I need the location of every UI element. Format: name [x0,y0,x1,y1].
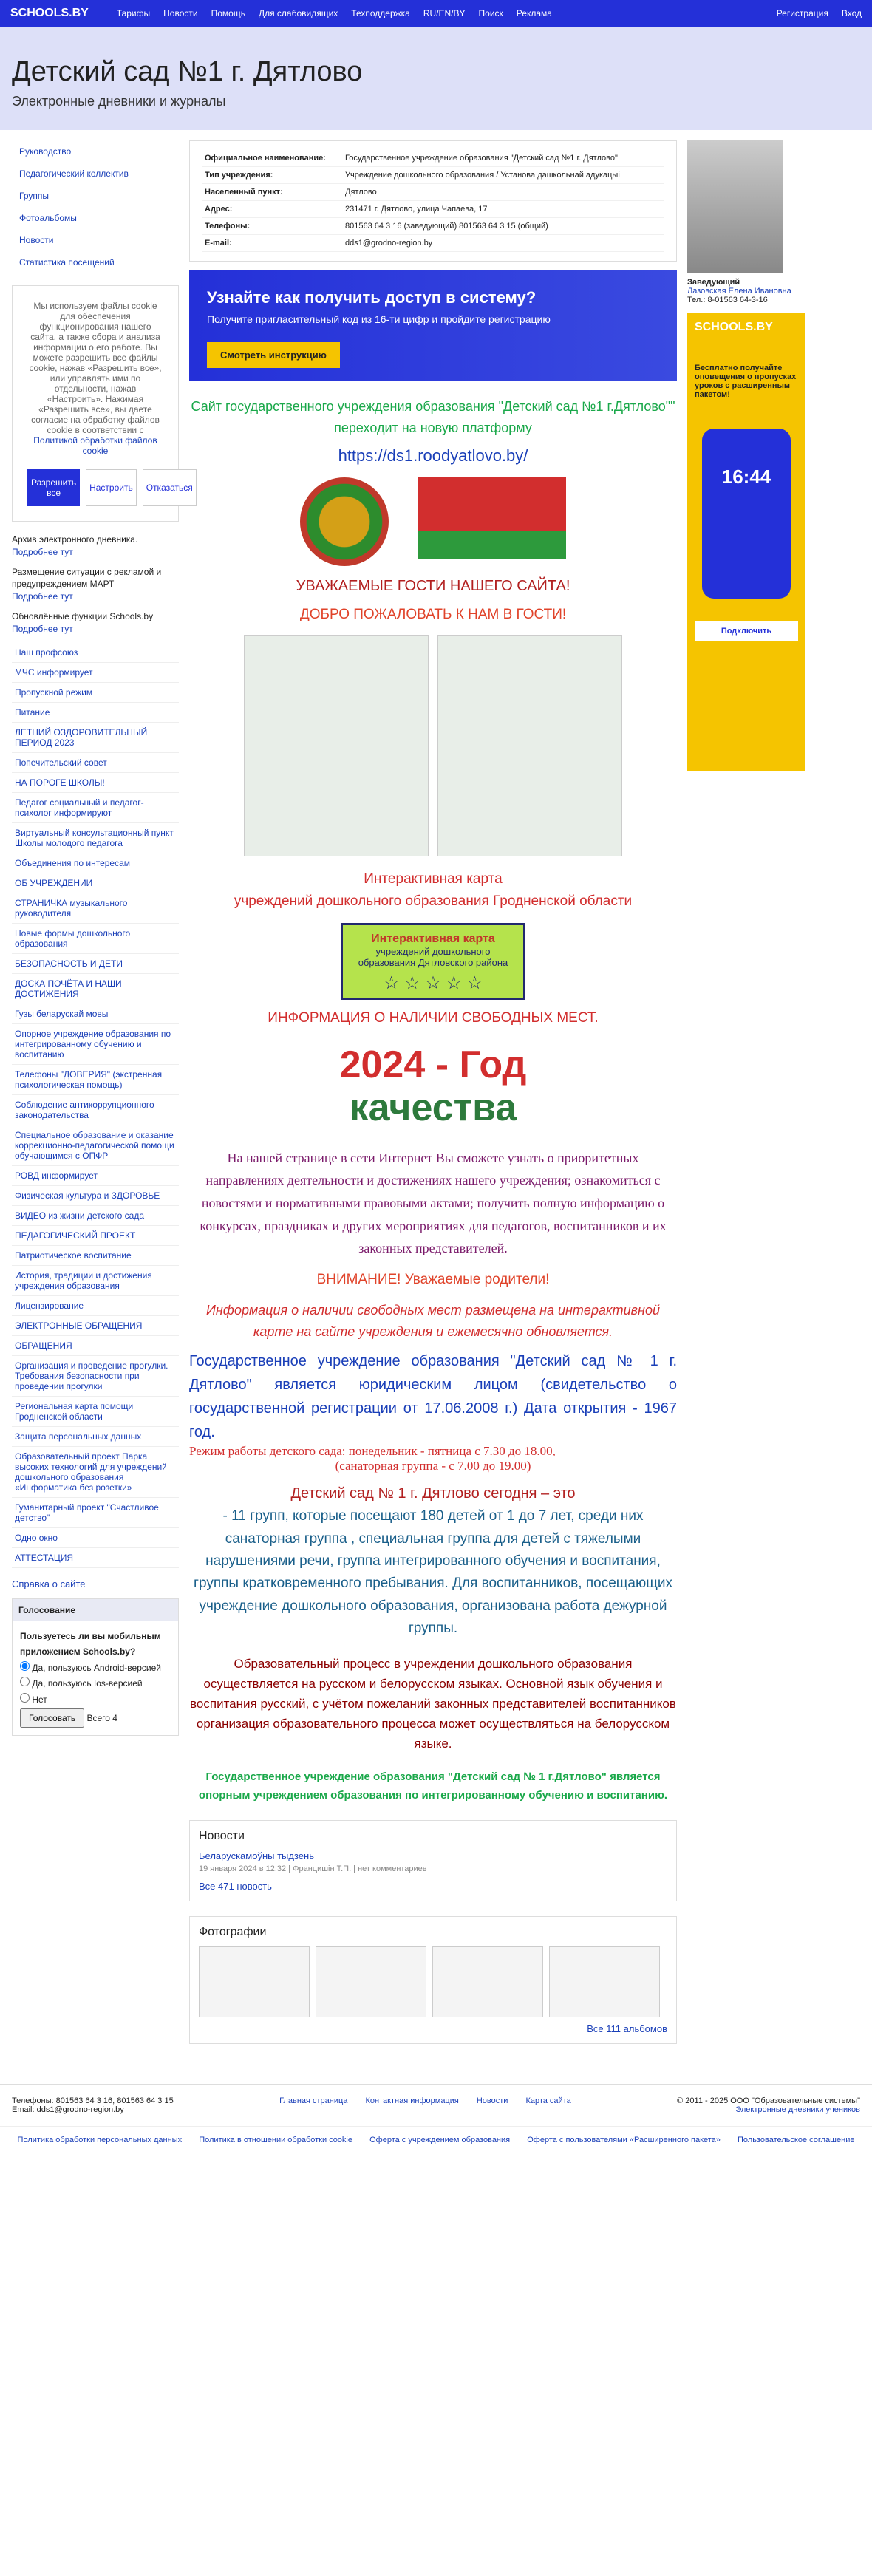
info-row: E-mail: dds1@grodno-region.by [202,235,664,252]
section-menu-item[interactable]: Опорное учреждение образования по интегрированному обучению и воспитанию [12,1024,179,1065]
poll-option[interactable]: Нет [20,1694,47,1705]
hours: Режим работы детского сада: понедельник - пятница с 7.30 до 18.00, [189,1444,556,1459]
nav-item[interactable]: Для слабовидящих [258,8,338,18]
legal-links [0,2126,872,2153]
footer-phone: Телефоны: 801563 64 3 16, 801563 64 3 15 [12,2096,174,2105]
section-menu-item[interactable]: НА ПОРОГЕ ШКОЛЫ! [12,773,179,793]
menu-item[interactable]: Статистика посещений [19,257,115,268]
ad-banner[interactable]: SCHOOLS.BY Бесплатно получайте оповещения о пропусках уроков с расширенным пакетом! 16:44 Подключить [687,313,805,771]
poll-option[interactable]: Да, пользуюсь Ios-версией [20,1678,143,1689]
info-row: Официальное наименование: Государственное учреждение образования "Детский сад №1 г. Дятлово" [202,150,664,167]
document-image [244,635,429,856]
news-meta: 19 января 2024 в 12:32 | Францишін Т.П. | нет комментариев [199,1864,427,1873]
menu-item[interactable]: Новости [19,235,54,245]
all-news-link[interactable]: Все 471 новость [199,1880,272,1892]
section-menu-item[interactable]: Патриотическое воспитание [12,1246,179,1266]
footer-link[interactable]: Карта сайта [525,2096,571,2105]
map-button[interactable]: Интерактивная карта учреждений дошкольного образования Дятловского района ☆ ☆ ☆ ☆ ☆ [341,923,525,1000]
section-menu-item[interactable]: История, традиции и достижения учреждения образования [12,1266,179,1296]
footer-link[interactable]: Контактная информация [365,2096,459,2105]
nav-item[interactable]: Тарифы [116,8,151,18]
more-link[interactable]: Подробнее тут [12,546,73,557]
legal-link[interactable]: Оферта с пользователями «Расширенного пакета» [527,2135,721,2144]
head-phone: Тел.: 8-01563 64-3-16 [687,296,768,304]
flag [418,477,566,559]
phone-illustration: 16:44 [702,429,791,599]
attention-text: Информация о наличии свободных мест размещена на интерактивной карте на сайте учреждения и ежемесячно обновляется. [205,1302,660,1339]
section-menu-item[interactable]: Наш профсоюз [12,643,179,663]
section-menu-item[interactable]: Защита персональных данных [12,1427,179,1447]
footer-link[interactable]: Новости [476,2096,508,2105]
poll-option[interactable]: Да, пользуюсь Android-версией [20,1663,161,1673]
section-menu-item[interactable]: ОБ УЧРЕЖДЕНИИ [12,873,179,893]
access-banner [189,270,677,381]
document-image [437,635,622,856]
section-menu-item[interactable]: Попечительский совет [12,753,179,773]
banner-text: Получите пригласительный код из 16-ти цифр и пройдите регистрацию [207,313,551,325]
more-link[interactable]: Подробнее тут [12,591,73,602]
deny-button[interactable]: Отказаться [143,469,197,506]
section-menu-item[interactable]: Гузы беларускай мовы [12,1004,179,1024]
info-row: Адрес: 231471 г. Дятлово, улица Чапаева, 17 [202,201,664,218]
news-title: Архив электронного дневника. [12,534,138,545]
top-bar [0,0,872,27]
nav-item[interactable]: Поиск [478,8,503,18]
section-menu-item[interactable]: Региональная карта помощи Гродненской области [12,1397,179,1427]
logo[interactable]: SCHOOLS.BY [10,7,89,19]
footer [0,2084,872,2126]
section-menu-item[interactable]: Одно окно [12,1528,179,1548]
menu-item[interactable]: Группы [19,191,49,201]
login-link[interactable]: Вход [841,8,862,18]
section-menu-item[interactable]: Объединения по интересам [12,853,179,873]
legal-text: Государственное учреждение образования "Детский сад № 1 г. Дятлово" является юридическим лицом (свидетельство о государственной регистрации от 17.06.2008 г.) Дата открытия - 1967 год. [189,1353,677,1441]
section-menu-item[interactable]: Соблюдение антикоррупционного законодательства [12,1095,179,1125]
section-menu-item[interactable]: АТТЕСТАЦИЯ [12,1548,179,1568]
news-title: Обновлённые функции Schools.by [12,610,154,621]
main-menu [12,140,179,273]
menu-item[interactable]: Фотоальбомы [19,213,77,223]
info-row: Населенный пункт: Дятлово [202,184,664,201]
cookie-text: Мы используем файлы cookie для обеспечения функционирования нашего сайта, а также сбора и анализа информации о его работе. Вы можете разрешить все файлы cookie, нажав «Разрешить все», или управлять ими по отдельности, нажав «Настроить». Нажимая «Разрешить все», вы даете согласие на обработку файлов cookie в соответствии с [29,301,162,435]
platform-link[interactable]: https://ds1.roodyatlovo.by/ [338,446,528,465]
nav-item[interactable]: Новости [163,8,198,18]
platform-notice: Сайт государственного учреждения образования "Детский сад №1 г.Дятлово"" переходит на новую платформу [191,399,675,435]
section-menu [12,643,179,1568]
section-menu-item[interactable]: Виртуальный консультационный пункт Школы молодого педагога [12,823,179,853]
menu-item[interactable]: Педагогический коллектив [19,168,129,179]
free-places-link[interactable]: ИНФОРМАЦИЯ О НАЛИЧИИ СВОБОДНЫХ МЕСТ. [268,1010,599,1026]
info-row: Телефоны: 801563 64 3 16 (заведующий) 801563 64 3 15 (общий) [202,218,664,235]
footer-email: Email: dds1@grodno-region.by [12,2105,124,2114]
vote-total: Всего 4 [86,1712,117,1723]
info-row: Тип учреждения: Учреждение дошкольного образования / Установа дашкольнай адукацыі [202,167,664,184]
info-card [189,140,677,262]
section-menu-item[interactable]: Организация и проведение прогулки. Требования безопасности при проведении прогулки [12,1356,179,1397]
section-menu-item[interactable]: ОБРАЩЕНИЯ [12,1336,179,1356]
section-menu-item[interactable]: ПЕДАГОГИЧЕСКИЙ ПРОЕКТ [12,1226,179,1246]
emblem [300,477,389,566]
poll [12,1598,179,1736]
poll-question: Пользуетесь ли вы мобильным приложением Schools.by? [20,1630,161,1657]
banner-title: Узнайте как получить доступ в систему? [207,288,537,307]
nav-item[interactable]: Помощь [211,8,245,18]
section-menu-item[interactable]: ВИДЕО из жизни детского сада [12,1206,179,1226]
head-name[interactable]: Лазовская Елена Ивановна [687,287,791,296]
map-link[interactable]: Интерактивная карта [364,870,503,887]
copyright-link[interactable]: Электронные дневники учеников [735,2105,860,2114]
intro-text: На нашей странице в сети Интернет Вы сможете узнать о приоритетных направлениях деятельности и достижениях нашего учреждения; ознакомиться с новостями и нормативными правовыми актами; получить полную информацию о конкурсах, праздниках и других мероприятиях для педагогов, воспитанников и их законных представителей. [200,1150,667,1256]
instruction-button[interactable]: Смотреть инструкцию [207,342,340,368]
section-menu-item[interactable]: Пропускной режим [12,683,179,703]
poll-title: Голосование [13,1599,178,1621]
photos-heading: Фотографии [199,1925,267,1938]
album-thumb[interactable] [549,1946,660,2017]
section-menu-item[interactable]: Новые формы дошкольного образования [12,924,179,954]
section-menu-item[interactable]: Телефоны "ДОВЕРИЯ" (экстренная психологическая помощь) [12,1065,179,1095]
copyright: © 2011 - 2025 ООО "Образовательные системы" [677,2096,860,2105]
configure-button[interactable]: Настроить [86,469,137,506]
allow-all-button[interactable]: Разрешить все [27,469,80,506]
section-menu-item[interactable]: Образовательный проект Парка высоких технологий для учреждений дошкольного образования «Информатика без розетки» [12,1447,179,1498]
page-title: Детский сад №1 г. Дятлово [12,56,363,87]
section-menu-item[interactable]: РОВД информирует [12,1166,179,1186]
section-menu-item[interactable]: ЛЕТНИЙ ОЗДОРОВИТЕЛЬНЫЙ ПЕРИОД 2023 [12,723,179,753]
album-thumb[interactable] [432,1946,543,2017]
cookie-policy-link[interactable]: Политикой обработки файлов cookie [33,435,157,456]
head-portrait [687,140,783,273]
cookie-dialog [12,285,193,522]
footer-link[interactable]: Главная страница [279,2096,348,2105]
hours-sanatorium: (санаторная группа - с 7.00 до 19.00) [335,1459,531,1473]
section-menu-item[interactable]: Питание [12,703,179,723]
section-menu-item[interactable]: ДОСКА ПОЧЁТА И НАШИ ДОСТИЖЕНИЯ [12,974,179,1004]
year-banner: 2024 - Год качества [339,1043,527,1129]
all-albums-link[interactable]: Все 111 альбомов [587,2023,667,2034]
vote-button[interactable]: Голосовать [20,1708,84,1728]
attention-heading: ВНИМАНИЕ! Уважаемые родители! [316,1271,550,1287]
legal-link[interactable]: Пользовательское соглашение [738,2135,855,2144]
news-heading: Новости [199,1829,245,1842]
site-help-link[interactable]: Справка о сайте [12,1578,86,1589]
support-text: Государственное учреждение образования "Детский сад № 1 г.Дятлово" является опорным учреждением образования по интегрированному обучению и воспитанию. [198,1770,668,1802]
nav-item[interactable]: RU/EN/BY [423,8,466,18]
section-menu-item[interactable]: БЕЗОПАСНОСТЬ И ДЕТИ [12,954,179,974]
today-heading: Детский сад № 1 г. Дятлово сегодня – это [290,1485,576,1502]
header [0,27,872,130]
welcome-heading: ДОБРО ПОЖАЛОВАТЬ К НАМ В ГОСТИ! [299,606,567,622]
news-item-link[interactable]: Беларускамоўны тыдзень [199,1850,314,1861]
section-menu-item[interactable]: Гуманитарный проект "Счастливое детство" [12,1498,179,1528]
nav-item[interactable]: Техподдержка [351,8,410,18]
legal-link[interactable]: Оферта с учреждением образования [369,2135,511,2144]
register-link[interactable]: Регистрация [776,8,828,18]
news-title: Размещение ситуации с рекламой и предупреждением МАРТ [12,566,162,590]
map-link-2[interactable]: учреждений дошкольного образования Гродненской области [234,893,633,909]
section-menu-item[interactable]: Педагог социальный и педагог-психолог информируют [12,793,179,823]
section-menu-item[interactable]: МЧС информирует [12,663,179,683]
menu-item[interactable]: Руководство [19,146,72,157]
section-menu-item[interactable]: Физическая культура и ЗДОРОВЬЕ [12,1186,179,1206]
legal-link[interactable]: Политика в отношении обработки cookie [199,2135,352,2144]
album-thumb[interactable] [199,1946,310,2017]
language-text: Образовательный процесс в учреждении дошкольного образования осуществляется на русском и белорусском языках. Основной язык обучения и воспитания русский, с учётом пожеланий законных представителей воспитанников организация образовательного процесса может осуществляться на белорусском языке. [190,1656,676,1751]
guests-heading: УВАЖАЕМЫЕ ГОСТИ НАШЕГО САЙТА! [296,577,570,594]
legal-link[interactable]: Политика обработки персональных данных [17,2135,183,2144]
section-menu-item[interactable]: ЭЛЕКТРОННЫЕ ОБРАЩЕНИЯ [12,1316,179,1336]
head-role: Заведующий [687,278,740,287]
today-text: - 11 групп, которые посещают 180 детей от 1 до 7 лет, среди них санаторная группа , специальная группа для детей с тяжелыми нарушениями речи, группа интегрированного обучения и воспитания, группы кратковременного пребывания. Для воспитанников, посещающих учреждение дошкольного образования, организована работа дежурной группы. [194,1508,672,1637]
left-news [12,534,179,636]
page-subtitle: Электронные дневники и журналы [12,94,226,109]
section-menu-item[interactable]: СТРАНИЧКА музыкального руководителя [12,893,179,924]
album-thumb[interactable] [316,1946,426,2017]
more-link[interactable]: Подробнее тут [12,623,73,634]
news-section [189,1820,677,1901]
nav-item[interactable]: Реклама [516,8,552,18]
section-menu-item[interactable]: Лицензирование [12,1296,179,1316]
photos-section [189,1916,677,2044]
section-menu-item[interactable]: Специальное образование и оказание коррекционно-педагогической помощи обучающимся с ОПФР [12,1125,179,1166]
